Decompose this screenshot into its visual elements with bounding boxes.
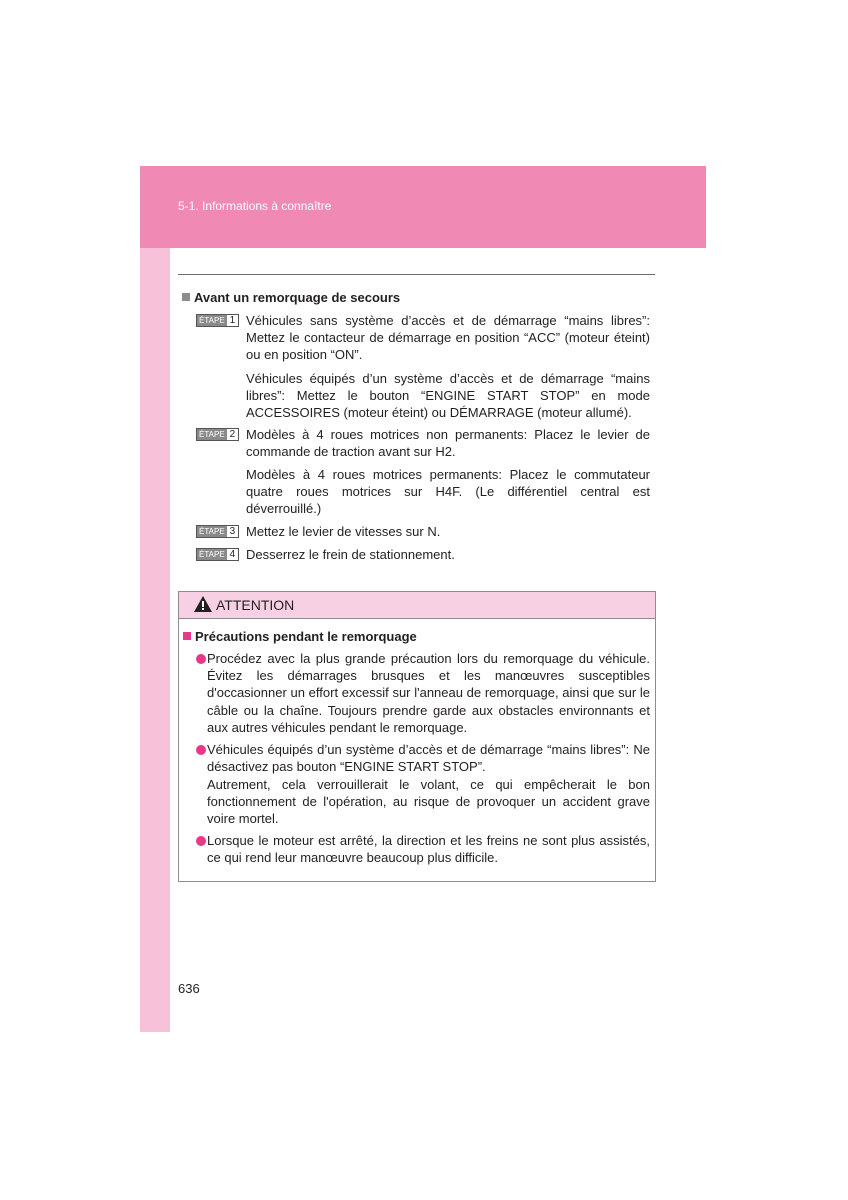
step-4-text: Desserrez le frein de stationnement. bbox=[246, 547, 455, 562]
step-badge-4 bbox=[196, 548, 239, 561]
divider bbox=[178, 274, 655, 275]
step-label: ÉTAPE bbox=[199, 550, 225, 559]
step-label: ÉTAPE bbox=[199, 316, 225, 325]
step-label: ÉTAPE bbox=[199, 527, 225, 536]
section-heading-text: Avant un remorquage de secours bbox=[194, 290, 401, 305]
step-2-text-b: Modèles à 4 roues motrices permanents: Placez le commutateur quatre roues motrices sur H4F. (Le différentiel central est déverrouillé.) bbox=[246, 467, 650, 517]
bullet-dot-icon bbox=[196, 745, 206, 755]
page-number: 636 bbox=[178, 981, 200, 996]
precaution-item-2: Véhicules équipés d’un système d’accès et de démarrage “mains libres”: Ne désactivez pas bouton “ENGINE START STOP”. bbox=[207, 742, 650, 775]
step-number: 1 bbox=[227, 315, 239, 326]
attention-title: ATTENTION bbox=[216, 597, 295, 613]
side-color-strip bbox=[140, 248, 170, 1032]
step-label: ÉTAPE bbox=[199, 430, 225, 439]
square-bullet-icon bbox=[183, 632, 191, 640]
precautions-heading-text: Précautions pendant le remorquage bbox=[195, 629, 417, 644]
precaution-item-3: Lorsque le moteur est arrêté, la direction et les freins ne sont plus assistés, ce qui rend leur manœuvre beaucoup plus difficile. bbox=[207, 833, 650, 866]
precautions-heading bbox=[183, 629, 417, 644]
step-2-text-a: Modèles à 4 roues motrices non permanents: Placez le levier de commande de traction avant sur H2. bbox=[246, 427, 650, 460]
step-number: 3 bbox=[227, 526, 239, 537]
warning-icon bbox=[193, 595, 213, 613]
step-badge-3 bbox=[196, 525, 239, 538]
chapter-header-band bbox=[140, 166, 706, 248]
step-1-text-b: Véhicules équipés d’un système d’accès et de démarrage “mains libres”: Mettez le bouton “ENGINE START STOP” en mode ACCESSOIRES (moteur éteint) ou DÉMARRAGE (moteur allumé). bbox=[246, 371, 650, 421]
step-number: 2 bbox=[227, 429, 239, 440]
attention-box bbox=[178, 591, 656, 882]
bullet-dot-icon bbox=[196, 836, 206, 846]
step-3-text: Mettez le levier de vitesses sur N. bbox=[246, 524, 441, 539]
precaution-item-2-continued: Autrement, cela verrouillerait le volant, ce qui empêcherait le bon fonctionnement de l'opération, au risque de provoquer un accident grave voire mortel. bbox=[207, 777, 650, 827]
step-1-text-a: Véhicules sans système d’accès et de démarrage “mains libres”: Mettez le contacteur de démarrage en position “ACC” (moteur éteint) ou en position “ON”. bbox=[246, 313, 650, 363]
precaution-item-1: Procédez avec la plus grande précaution lors du remorquage du véhicule. Évitez les démarrages brusques et les manœuvres susceptibles d'occasionner un effort excessif sur l'anneau de remorquage, ainsi que sur le câble ou la chaîne. Toujours prendre garde aux obstacles environnants et aux autres véhicules pendant le remorquage. bbox=[207, 651, 650, 735]
attention-header bbox=[179, 592, 655, 619]
section-title: 5-1. Informations à connaître bbox=[178, 199, 332, 213]
square-bullet-icon bbox=[182, 293, 190, 301]
step-badge-1 bbox=[196, 314, 239, 327]
bullet-dot-icon bbox=[196, 654, 206, 664]
section-heading bbox=[182, 290, 400, 305]
step-number: 4 bbox=[227, 549, 239, 560]
step-badge-2 bbox=[196, 428, 239, 441]
